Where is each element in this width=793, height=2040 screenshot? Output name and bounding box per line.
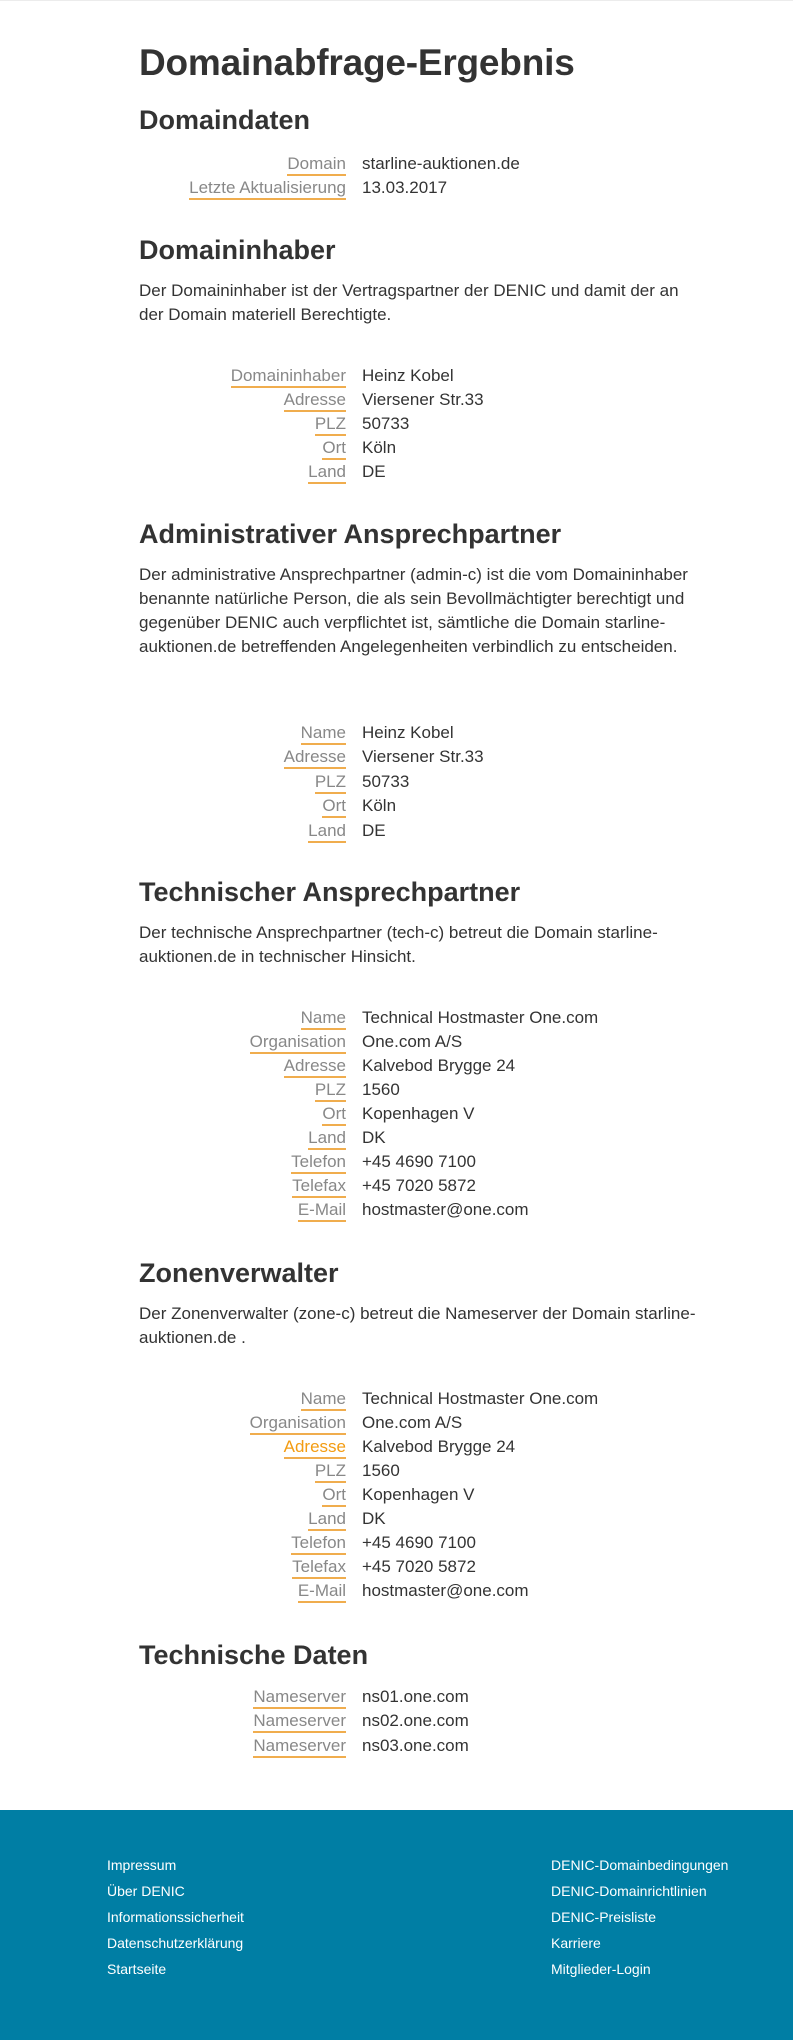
zone-row: [139, 1412, 699, 1436]
field-value: hostmaster@one.com: [362, 1581, 529, 1600]
zone-row: [139, 1532, 699, 1556]
footer-link-datenschutz[interactable]: Datenschutzerklärung: [107, 1935, 244, 1951]
heading-zone-c: Zonenverwalter: [139, 1258, 339, 1288]
zone-row: [139, 1508, 699, 1532]
nameserver-row: [139, 1710, 699, 1734]
field-value: Kopenhagen V: [362, 1485, 475, 1504]
field-value: +45 4690 7100: [362, 1533, 476, 1552]
field-label[interactable]: Ort: [322, 1484, 346, 1507]
zone-row: [139, 1388, 699, 1412]
field-value: DE: [362, 821, 386, 840]
footer-link-startseite[interactable]: Startseite: [107, 1961, 167, 1977]
field-label[interactable]: E-Mail: [298, 1199, 346, 1222]
field-label[interactable]: Ort: [322, 1103, 346, 1126]
footer-link-preisliste[interactable]: DENIC-Preisliste: [551, 1909, 657, 1925]
zone-row: [139, 1436, 699, 1460]
field-value: +45 4690 7100: [362, 1152, 476, 1171]
inhaber-row: [139, 413, 699, 437]
field-value: +45 7020 5872: [362, 1557, 476, 1576]
zone-row: [139, 1556, 699, 1580]
field-value: +45 7020 5872: [362, 1176, 476, 1195]
field-label[interactable]: PLZ: [315, 771, 346, 794]
field-label[interactable]: Name: [301, 1388, 346, 1411]
field-value: Kalvebod Brygge 24: [362, 1056, 516, 1075]
tech-row: [139, 1007, 699, 1031]
field-value: Köln: [362, 438, 397, 457]
field-value: Viersener Str.33: [362, 747, 484, 766]
tech-row: [139, 1151, 699, 1175]
footer-link-domainrichtlinien[interactable]: DENIC-Domainrichtlinien: [551, 1883, 707, 1899]
admin-c-description: Der administrative Ansprechpartner (admin-c) ist die vom Domaininhaber benannte natürliche Person, die als sein Bevollmächtigter berechtigt und gegenüber DENIC auch verpflichtet ist, sämtliche die Domain starline-auktionen.de betreffenden Angelegenheiten verbindlich zu entscheiden.: [139, 565, 688, 656]
heading-domaininhaber: Domaininhaber: [139, 235, 336, 265]
field-label[interactable]: Nameserver: [253, 1710, 346, 1733]
field-label[interactable]: Land: [308, 820, 346, 843]
field-label[interactable]: PLZ: [315, 1079, 346, 1102]
field-value: ns02.one.com: [362, 1711, 469, 1730]
heading-technische-daten: Technische Daten: [139, 1640, 369, 1670]
field-label[interactable]: Telefon: [291, 1532, 346, 1555]
field-value: starline-auktionen.de: [362, 154, 520, 173]
field-value: Kalvebod Brygge 24: [362, 1437, 516, 1456]
nameserver-row: [139, 1686, 699, 1710]
field-label[interactable]: Ort: [322, 437, 346, 460]
tech-row: [139, 1199, 699, 1223]
domaindaten-row: [139, 153, 699, 177]
field-label[interactable]: Organisation: [250, 1412, 346, 1435]
tech-c-description: Der technische Ansprechpartner (tech-c) betreut die Domain starline-auktionen.de in technischer Hinsicht.: [139, 923, 658, 966]
field-value: 50733: [362, 772, 410, 791]
tech-row: [139, 1079, 699, 1103]
footer-link-impressum[interactable]: Impressum: [107, 1857, 177, 1873]
field-value: Heinz Kobel: [362, 723, 454, 742]
field-value: DE: [362, 462, 386, 481]
admin-row: [139, 795, 699, 819]
field-value: One.com A/S: [362, 1413, 463, 1432]
field-value: Viersener Str.33: [362, 390, 484, 409]
field-label[interactable]: Nameserver: [253, 1686, 346, 1709]
inhaber-row: [139, 437, 699, 461]
field-value: Technical Hostmaster One.com: [362, 1389, 599, 1408]
field-label[interactable]: Name: [301, 1007, 346, 1030]
field-value: DK: [362, 1509, 386, 1528]
field-label[interactable]: Ort: [322, 795, 346, 818]
field-label[interactable]: Adresse: [284, 1055, 346, 1078]
footer-links-left: [107, 1852, 244, 1982]
field-label[interactable]: Telefon: [291, 1151, 346, 1174]
field-label[interactable]: Name: [301, 722, 346, 745]
tech-row: [139, 1055, 699, 1079]
zone-c-description: Der Zonenverwalter (zone-c) betreut die Nameserver der Domain starline-auktionen.de .: [139, 1304, 696, 1347]
field-label[interactable]: PLZ: [315, 413, 346, 436]
field-label[interactable]: Adresse: [284, 746, 346, 769]
top-divider: [0, 0, 793, 1]
heading-tech-c: Technischer Ansprechpartner: [139, 877, 521, 907]
field-label[interactable]: E-Mail: [298, 1580, 346, 1603]
tech-row: [139, 1103, 699, 1127]
field-value: 50733: [362, 414, 410, 433]
field-value: hostmaster@one.com: [362, 1200, 529, 1219]
field-value: Köln: [362, 796, 397, 815]
field-label[interactable]: Land: [308, 461, 346, 484]
field-label[interactable]: Telefax: [292, 1556, 346, 1579]
heading-domaindaten: Domaindaten: [139, 105, 311, 135]
footer-link-mitglieder-login[interactable]: Mitglieder-Login: [551, 1961, 651, 1977]
inhaber-row: [139, 461, 699, 485]
tech-row: [139, 1127, 699, 1151]
field-value: ns01.one.com: [362, 1687, 469, 1706]
footer-link-informationssicherheit[interactable]: Informationssicherheit: [107, 1909, 244, 1925]
tech-row: [139, 1031, 699, 1055]
field-label[interactable]: Nameserver: [253, 1735, 346, 1758]
zone-row: [139, 1460, 699, 1484]
field-value: Kopenhagen V: [362, 1104, 475, 1123]
field-label[interactable]: PLZ: [315, 1460, 346, 1483]
footer-link-karriere[interactable]: Karriere: [551, 1935, 601, 1951]
field-value: Technical Hostmaster One.com: [362, 1008, 599, 1027]
site-footer: [0, 1810, 793, 2040]
field-label[interactable]: Letzte Aktualisierung: [189, 177, 346, 200]
field-label[interactable]: Domain: [287, 153, 346, 176]
field-label[interactable]: Domaininhaber: [231, 365, 346, 388]
footer-link-domainbedingungen[interactable]: DENIC-Domainbedingungen: [551, 1857, 729, 1873]
field-label[interactable]: Telefax: [292, 1175, 346, 1198]
field-value: 1560: [362, 1080, 400, 1099]
field-value: One.com A/S: [362, 1032, 463, 1051]
zone-row: [139, 1580, 699, 1604]
field-label[interactable]: Land: [308, 1508, 346, 1531]
field-label[interactable]: Organisation: [250, 1031, 346, 1054]
inhaber-row: [139, 389, 699, 413]
admin-row: [139, 771, 699, 795]
field-value: Heinz Kobel: [362, 366, 454, 385]
field-value: ns03.one.com: [362, 1736, 469, 1755]
domaininhaber-description: Der Domaininhaber ist der Vertragspartner der DENIC und damit der an der Domain materiell Berechtigte.: [139, 281, 679, 324]
field-label[interactable]: Land: [308, 1127, 346, 1150]
page-title: Domainabfrage-Ergebnis: [139, 42, 575, 83]
heading-admin-c: Administrativer Ansprechpartner: [139, 519, 562, 549]
zone-row: [139, 1484, 699, 1508]
inhaber-row: [139, 365, 699, 389]
footer-links-right: [551, 1852, 728, 1982]
footer-link-ueber-denic[interactable]: Über DENIC: [107, 1883, 185, 1899]
admin-row: [139, 722, 699, 746]
field-value: 1560: [362, 1461, 400, 1480]
domaindaten-row: [139, 177, 699, 201]
admin-row: [139, 746, 699, 770]
tech-row: [139, 1175, 699, 1199]
admin-row: [139, 820, 699, 844]
field-value: 13.03.2017: [362, 178, 448, 197]
field-label-hovered[interactable]: Adresse: [284, 1436, 346, 1459]
field-label[interactable]: Adresse: [284, 389, 346, 412]
field-value: DK: [362, 1128, 386, 1147]
nameserver-row: [139, 1735, 699, 1759]
